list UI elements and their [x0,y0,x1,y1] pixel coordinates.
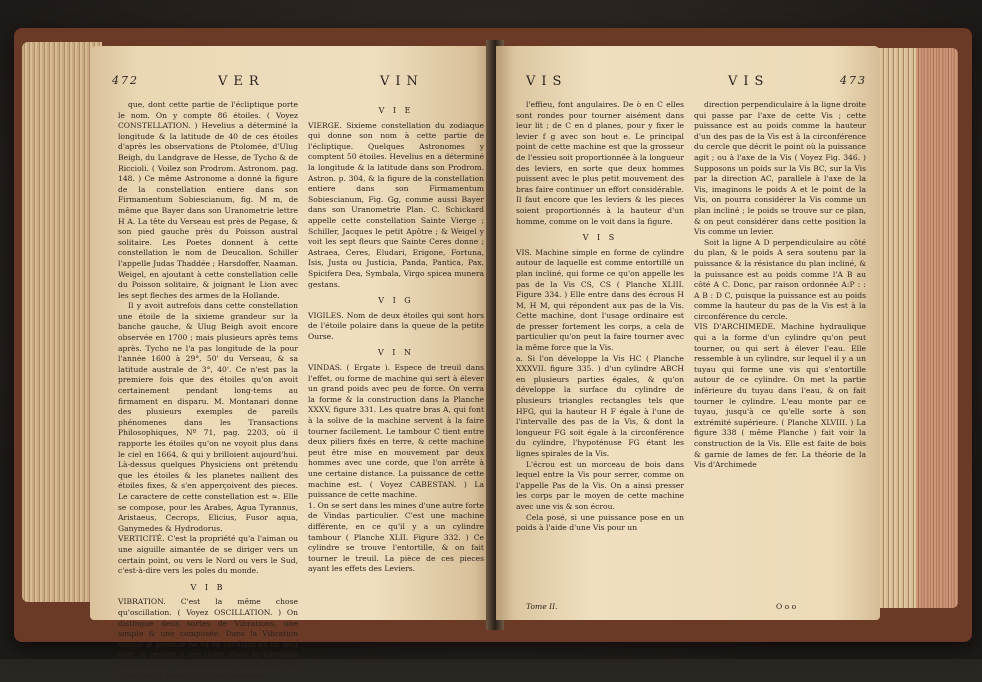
text-paragraph: VIERGE. Sixieme constellation du zodiaque qui donne son nom à cette partie de l'écliptique. Quelques Astronomes y comptent 50 étoiles. Hevelius en a déterminé la longitude & la latitude dans son Prodrom. Astron. p. 304, & la figure de la constellation entiere dans son Firmamentum Sobiescianum, Fig. Gg, comme aussi Bayer dans son Uranometrie Plan. C. Schickard appelle cette constellation Sainte Vierge ; Schiller, Jacques le petit Apôtre ; & Weigel y voit les sept fleurs que Sainte Ceres donne ; Astraea, Ceres, Eludari, Erigone, Fortuna, Isis, Justa ou Justicia, Panda, Pantica, Pax, Spicifera Dea, Symbala, Virgo spicea munera gestans. [308,120,484,289]
right-column-2 [694,100,866,471]
text-paragraph: a. Si l'on développe la Vis HC ( Planche XXXVII. figure 335. ) d'un cylindre ABCH en plusieurs parties égales, & qu'on développe la surface du cylindre de plusieurs triangles rectangles tels que HFG, qui la hauteur H F égale à l'une de l'intervalle des pas de la Vis, & dont la longueur FG soit égale à la circonférence du cylindre, l'hypoténuse FG étant les lignes spirales de la Vis. [516,353,684,458]
right-header-left: VIS [526,74,568,89]
text-paragraph: VIS. Machine simple en forme de cylindre autour de laquelle est comme entortillé un plan incliné, qui forme ce qu'on appelle les pas de la Vis CS, CS ( Planche XLIII. Figure 334. ) Elle entre dans des écrous H M, H M, qui répondent aux pas de la Vis. Cette machine, dont l'usage ordinaire est de presser fortement les corps, a cela de particulier qu'on peut la faire tourner avec la même force que la Vis. [516,247,684,353]
page-edges-right [876,48,958,608]
text-paragraph: direction perpendiculaire à la ligne droite qui passe par l'axe de cette Vis ; cette puissance est au poids comme la hauteur d'un des pas de la Vis est à la circonférence du cercle que décrit le point où la puissance agit ; ou à l'axe de la Vis ( Voyez Fig. 346. ) Supposons un poids sur la Vis BC, sur la Vis par la direction AC, parallele à l'axe de la Vis, imaginons le poids A et le point de la Vis, on pourra considérer la Vis comme un plan incliné ; le poids se trouve sur ce plan, & on peut considérer dans cette position la Vis comme un levier. [694,100,866,237]
left-column-2 [308,100,484,575]
text-paragraph: Soit la ligne A D perpendiculaire au côté du plan, & le poids A sera soutenu par la puissance & la résistance du plan incliné, & la puissance est au poids comme l'A B au côté A C. Donc, par raison ordonnée A:P : : A B : D C, puisque la puissance est au poids comme la hauteur du pas de la Vis est à la circonférence du cercle. [694,237,866,321]
gathering-signature: O o o [776,602,797,611]
left-column-1 [118,100,298,682]
text-paragraph: VIGILES. Nom de deux étoiles qui sont hors de l'étoile polaire dans la queue de la petite Ourse. [308,310,484,341]
text-paragraph: VERTICITÉ. C'est la propriété qu'a l'aiman ou une aiguille aimantée de se diriger vers un certain point, ou vers le Nord ou vers le Sud, c'est-à-dire vers les poles du monde. [118,534,298,576]
section-heading: V I G [378,296,414,306]
text-paragraph: VIS D'ARCHIMEDE. Machine hydraulique qui a la forme d'un cylindre qu'on peut tourner, ou qui sert à élever l'eau. Elle ressemble à un cylindre, sur lequel il y a un tuyau qui forme une vis qui s'entortille autour de ce cylindre. On met la partie inférieure du tuyau dans l'eau, & on fait tourner le cylindre. L'eau monte par ce tuyau, jusqu'à ce qu'elle sorte à son extrémité supérieure. ( Planche XLVIII. ) La figure 338 ( même Planche ) fait voir la construction de la Vis. Elle est faite de bois & garnie de lames de fer. La théorie de la Vis d'Archimede [694,322,866,470]
text-paragraph: Cela posé, si une puissance pose en un poids à l'aide d'une Vis pour un [516,512,684,533]
left-header-right: VIN [380,74,424,89]
section-heading: V I N [377,348,415,358]
section-heading: V I E [378,106,414,115]
right-page [496,46,880,620]
right-page-number: 473 [840,74,867,87]
section-heading: V I S [582,233,618,243]
right-header-right: VIS [728,74,770,89]
volume-signature: Tome II. [526,602,558,611]
text-paragraph: VINDAS. ( Ergate ). Espece de treuil dans l'effet, ou forme de machine qui sert à élever un grand poids avec peu de force. On verra la forme & la construction dans la Planche XXXV, figure 331. Les quatre bras A, qui font à la solive de la machine servent à la faire tourner facilement. Le tambour C tient entre deux piliers fixés en terre, & cette machine peut être mise en mouvement par deux hommes avec une corde, que l'on arrête à une certaine distance. La puissance de cette machine est. ( Voyez CABESTAN. ) La puissance de cette machine. [308,363,484,500]
text-paragraph: 1. On se sert dans les mines d'une autre forte de Vindas particulier. C'est une machine différente, en ce qu'il y a un cylindre tambour ( Planche XLII. Figure 332. ) Ce cylindre se trouve l'entortille, & on fait tourner le treuil. La pièce de ces pieces ayant les effets des Leviers. [308,500,484,574]
left-header-left: VER [218,74,265,89]
text-paragraph: que, dont cette partie de l'écliptique porte le nom. On y compte 86 étoiles. ( Voyez CONSTELLATION. ) Hevelius a déterminé la longitude & la latitude de 40 de ces étoiles d'après les observations de Ptolomée, d'Ulug Beigh, du Landgrave de Hesse, de Tycho & de Riccioli. ( Voilez son Prodrom. Astronom. pag. 148. ) Ce même Astronome a donné la figure de la constellation entiere dans son Firmamentum Sobiescianum, fig. M m, de même que Bayer dans son Uranometrie lettre H A. La tête du Verseau est près de Pegase, & son pied gauche près du Poisson austral solitaire. Les Poetes donnent à cette constellation le nom de Deucalion. Schiller l'appelle Judas Thaddée ; Harsdoffer, Naaman. Weigel, en ajoutant à cette constellation celle du Poisson solitaire, & joignant le Lion avec les sept fleches des armes de la Hollande. [118,100,298,300]
section-heading: V I B [190,582,226,592]
text-paragraph: L'écrou est un morceau de bois dans lequel entre la Vis pour serrer, comme on l'appelle Pas de la Vis. On a ainsi presser les corps par le moyen de cette machine avec une vis & son écrou. [516,459,684,511]
right-column-1 [516,100,684,534]
text-paragraph: VIBRATION. C'est la même chose qu'oscillation. ( Voyez OSCILLATION. ) On distingue deux sortes de Vibrations, une simple & une composée. Dans la Vibration simple le pendule ne va en oscillant qu'un seul côté, & revient à son point. Dans la Vibration composée il fait de deux oscillations, & retourne au point d'où il est descendu. [118,597,298,681]
left-page [90,46,494,681]
left-page-number: 472 [112,74,139,87]
text-paragraph: l'effieu, font angulaires. De ò en C elles sont rondes pour tourner aisément dans leur lit ; de C en d planes, pour y fixer le levier f g avec son bout e. Le principal point de cette machine est que la grosseur de l'essieu soit proportionnée à la longueur des leviers, en sorte que deux hommes puissent avec le plus petit mouvement des bras faire continuer un effort considérable. Il faut encore que les leviers & les pieces soient proportionnés à la hauteur d'un homme, comme on le voit dans la figure. [516,100,684,226]
text-paragraph: Il y avoit autrefois dans cette constellation une étoile de la sixieme grandeur sur la banche gauche, & Ulug Beigh avoit encore observée en 1700 ; mais plusieurs après tems après. Tycho ne l'a pas longitude de la pour l'année 1600 à 29°, 50' du Verseau, & sa latitude australe de 3°, 40'. Ce n'est pas la premiere fois que des étoiles qu'on avoit certainement pendant long-tems au firmament en disparu. M. Montanari donne des plusieurs exemples de pareils phénomenes dans les Transactions Philosophiques, Nº 71, pag. 2203, où il rapporte les étoiles qu'on ne voyoit plus dans le ciel en 1664, & qui y brilloient aujourd'hui. Là-dessus quelques Physiciens ont prétendu que les étoiles & les planetes nailient des étoiles fixes, & s'en apperçoivent des pieces. Le caractere de cette constellation est ≈. Elle se compose, pour les Arabes, Agua Tyrannus, Aristaeus, Cecrops, Elicius, Fusor aqua, Ganymedes & Hydrodorus. [118,301,298,533]
